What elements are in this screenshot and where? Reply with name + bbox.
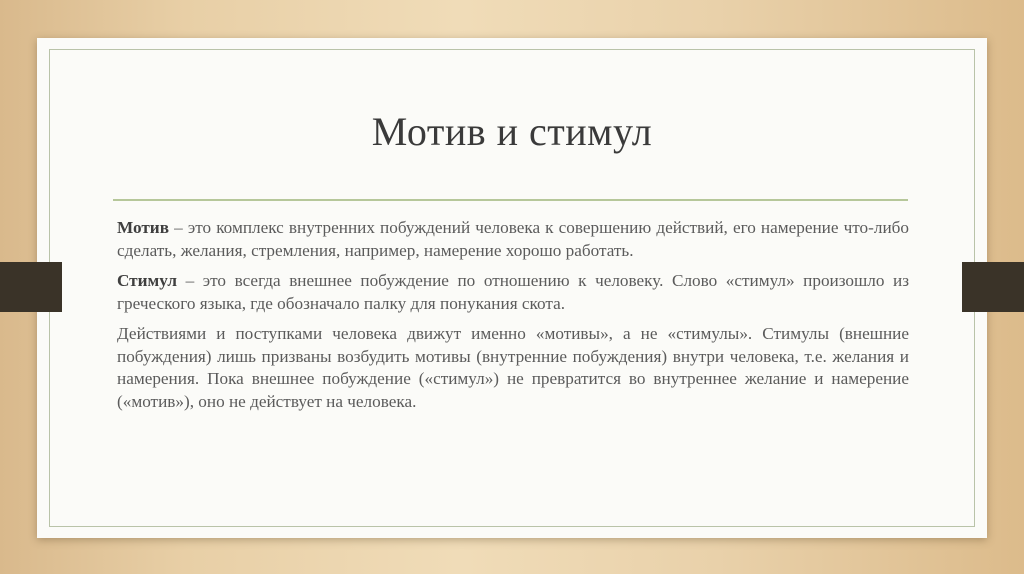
term-motive: Мотив [117,218,169,237]
left-decorative-tab [0,262,62,312]
right-decorative-tab [962,262,1024,312]
paragraph-stimulus [117,270,909,315]
slide-body [117,217,909,421]
paragraph-motive [117,217,909,262]
paragraph-conclusion-text: Действиями и поступками человека движут именно «мотивы», а не «стимулы». Стимулы (внешние побуждения) лишь призваны возбудить мотивы (внутренние побуждения) внутри человека, т.е. желания и намерения. Пока внешнее побуждение («стимул») не превратится во внутреннее желание и намерение («мотив»), оно не действует на человека. [117,324,909,411]
paragraph-stimulus-text: – это всегда внешнее побуждение по отношению к человеку. Слово «стимул» произошло из греческого языка, где обозначало палку для понукания скота. [117,271,909,313]
paragraph-conclusion [117,323,909,413]
title-divider [113,199,908,201]
slide-title: Мотив и стимул [371,109,653,154]
term-stimulus: Стимул [117,271,178,290]
paragraph-motive-text: – это комплекс внутренних побуждений человека к совершению действий, его намерение что-либо сделать, желания, стремления, например, намерение хорошо работать. [117,218,909,260]
